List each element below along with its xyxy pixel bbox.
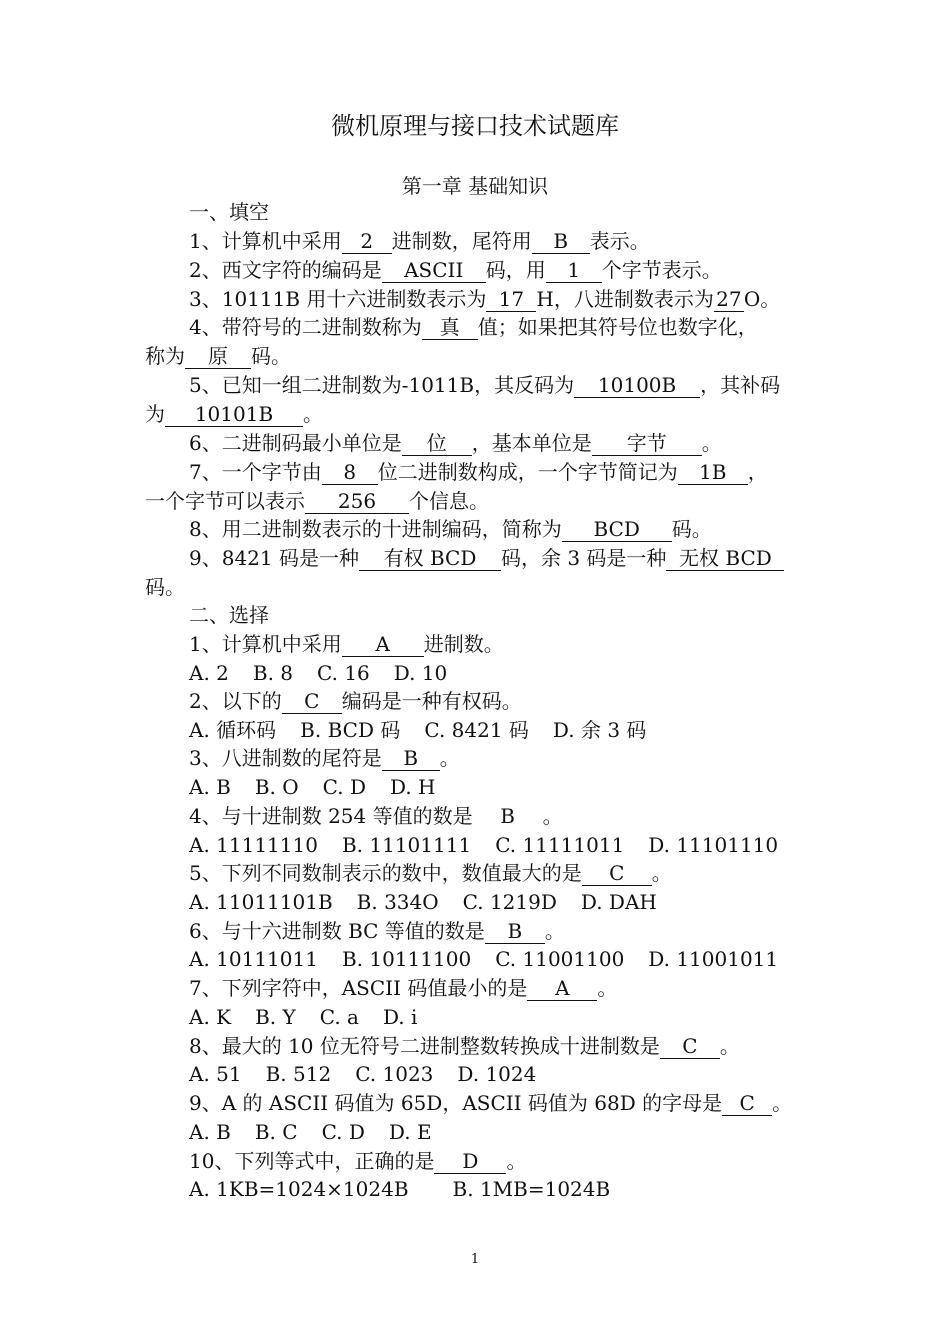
option: A. 11111110 bbox=[189, 833, 318, 857]
question-text: 1、计算机中采用 bbox=[189, 632, 342, 656]
answer-blank: C bbox=[282, 689, 342, 714]
question-text: 3、八进制数的尾符是 bbox=[189, 746, 382, 770]
question-text: 。 bbox=[439, 746, 460, 770]
option: B. 512 bbox=[265, 1062, 332, 1086]
question-text: 码，余 3 码是一种 bbox=[500, 546, 667, 570]
option: D. i bbox=[382, 1005, 418, 1029]
question-text: 进制数。 bbox=[423, 632, 504, 656]
question-text: 。 bbox=[719, 1034, 740, 1058]
question-text: 8、最大的 10 位无符号二进制整数转换成十进制数是 bbox=[189, 1034, 660, 1058]
option: C. a bbox=[319, 1005, 359, 1029]
choice-question-4 bbox=[189, 802, 563, 830]
option: B. C bbox=[254, 1120, 298, 1144]
question-text: 5、下列不同数制表示的数中，数值最大的是 bbox=[189, 861, 582, 885]
fill-question-5 bbox=[189, 371, 780, 399]
fill-question-5-cont bbox=[145, 400, 323, 428]
question-text: 。 bbox=[597, 976, 618, 1000]
question-text: 2、西文字符的编码是 bbox=[189, 258, 382, 282]
answer-blank: C bbox=[722, 1091, 772, 1116]
option: D. H bbox=[390, 775, 436, 799]
question-text: 称为 bbox=[145, 344, 185, 368]
option: A. 10111011 bbox=[189, 947, 318, 971]
choice-question-7 bbox=[189, 974, 617, 1002]
option: A. B bbox=[189, 1120, 231, 1144]
question-text: 。 bbox=[544, 919, 565, 943]
question-text: 8、用二进制数表示的十进制编码，简称为 bbox=[189, 517, 562, 541]
answer-blank: 有权 BCD bbox=[359, 546, 501, 571]
option: A. 循环码 bbox=[189, 718, 277, 742]
fill-question-3 bbox=[189, 285, 780, 313]
option: B. 334O bbox=[356, 890, 439, 914]
choice-question-6 bbox=[189, 917, 565, 945]
question-text: 位二进制数构成，一个字节简记为 bbox=[377, 460, 678, 484]
question-text: 个字节表示。 bbox=[601, 258, 722, 282]
answer-blank: 10101B bbox=[165, 402, 303, 427]
option: D. 余 3 码 bbox=[552, 718, 647, 742]
question-text: 4、与十进制数 254 等值的数是 bbox=[189, 804, 473, 828]
choice-options-1 bbox=[189, 659, 471, 687]
answer-blank: 17 bbox=[486, 287, 536, 312]
answer-blank: 无权 BCD bbox=[666, 546, 784, 571]
option: B. Y bbox=[255, 1005, 296, 1029]
fill-question-4-cont bbox=[145, 342, 291, 370]
choice-options-10 bbox=[189, 1175, 634, 1203]
question-text: 4、带符号的二进制数称为 bbox=[189, 315, 422, 339]
option: C. 11001100 bbox=[495, 947, 625, 971]
fill-question-6 bbox=[189, 429, 722, 457]
option: C. 8421 码 bbox=[424, 718, 529, 742]
answer-blank: 27 bbox=[714, 287, 744, 312]
choice-options-4 bbox=[189, 831, 802, 859]
answer-blank: B bbox=[382, 746, 440, 771]
answer-blank: A bbox=[342, 632, 424, 657]
choice-question-8 bbox=[189, 1032, 740, 1060]
option: A. 51 bbox=[189, 1062, 242, 1086]
question-text: 。 bbox=[701, 431, 722, 455]
question-text: 。 bbox=[772, 1091, 793, 1115]
question-text: ，其补码 bbox=[700, 373, 781, 397]
question-text: ，基本单位是 bbox=[471, 431, 592, 455]
question-text: 6、二进制码最小单位是 bbox=[189, 431, 402, 455]
answer-blank: A bbox=[527, 976, 597, 1001]
answer-blank: 原 bbox=[185, 344, 251, 369]
answer-blank: 1B bbox=[678, 460, 748, 485]
option: D. E bbox=[388, 1120, 432, 1144]
question-text: 码，用 bbox=[485, 258, 546, 282]
question-text: 2、以下的 bbox=[189, 689, 282, 713]
answer-blank: B bbox=[532, 229, 590, 254]
question-text: 3、10111B 用十六进制数表示为 bbox=[189, 287, 487, 311]
question-text: 9、8421 码是一种 bbox=[189, 546, 359, 570]
question-text: ， bbox=[747, 460, 768, 484]
question-text: 。 bbox=[651, 861, 672, 885]
fill-question-9 bbox=[189, 544, 784, 572]
option: C. 1219D bbox=[462, 890, 557, 914]
question-text: 。 bbox=[303, 402, 323, 426]
option: D. 1024 bbox=[457, 1062, 537, 1086]
choice-question-3 bbox=[189, 744, 460, 772]
option: B. O bbox=[254, 775, 299, 799]
question-text: 码。 bbox=[671, 517, 712, 541]
option: B. 10111100 bbox=[341, 947, 472, 971]
fill-blank-heading: 一、填空 bbox=[189, 200, 269, 224]
answer-blank: 2 bbox=[342, 229, 392, 254]
answer-blank: D bbox=[434, 1149, 506, 1174]
question-text: H，八进制数表示为 bbox=[536, 287, 714, 311]
option: A. K bbox=[189, 1005, 232, 1029]
question-text: 进制数，尾符用 bbox=[391, 229, 532, 253]
answer-blank: C bbox=[660, 1034, 720, 1059]
chapter-heading: 第一章 基础知识 bbox=[401, 174, 549, 198]
option: C. 11111011 bbox=[495, 833, 625, 857]
question-text: 码。 bbox=[251, 344, 291, 368]
option: D. DAH bbox=[580, 890, 657, 914]
question-text: O。 bbox=[743, 287, 781, 311]
answer-blank: C bbox=[582, 861, 652, 886]
choice-options-8 bbox=[189, 1060, 560, 1088]
question-text: 10、下列等式中，正确的是 bbox=[189, 1149, 435, 1173]
option: B. 8 bbox=[252, 661, 294, 685]
fill-question-7 bbox=[189, 458, 768, 486]
fill-question-9-cont bbox=[145, 573, 185, 601]
answer-blank: B bbox=[485, 919, 545, 944]
choice-options-7 bbox=[189, 1003, 441, 1031]
choice-options-2 bbox=[189, 716, 670, 744]
fill-question-7-cont bbox=[145, 487, 489, 515]
choice-question-1 bbox=[189, 630, 504, 658]
fill-question-4 bbox=[189, 313, 758, 341]
option: B. BCD 码 bbox=[300, 718, 401, 742]
option: D. 11101110 bbox=[648, 833, 779, 857]
fill-question-8 bbox=[189, 515, 712, 543]
choice-heading: 二、选择 bbox=[189, 603, 269, 627]
fill-question-2 bbox=[189, 256, 722, 284]
choice-options-3 bbox=[189, 773, 460, 801]
fill-question-1 bbox=[189, 227, 650, 255]
question-text: 5、已知一组二进制数为-1011B，其反码为 bbox=[189, 373, 575, 397]
option: B. 11101111 bbox=[341, 833, 472, 857]
question-text: 1、计算机中采用 bbox=[189, 229, 342, 253]
option: A. B bbox=[189, 775, 231, 799]
question-text: 表示。 bbox=[589, 229, 650, 253]
choice-question-10 bbox=[189, 1147, 526, 1175]
option: A. 11011101B bbox=[189, 890, 333, 914]
question-text: 7、一个字节由 bbox=[189, 460, 322, 484]
question-text: 7、下列字符中，ASCII 码值最小的是 bbox=[189, 976, 528, 1000]
question-text: 个信息。 bbox=[409, 489, 489, 513]
option: A. 1KB=1024×1024B bbox=[189, 1177, 409, 1201]
page-number: 1 bbox=[470, 1252, 480, 1267]
choice-options-9 bbox=[189, 1118, 456, 1146]
choice-question-2 bbox=[189, 687, 522, 715]
choice-options-6 bbox=[189, 945, 802, 973]
answer-blank: BCD bbox=[562, 517, 672, 542]
answer-blank: 真 bbox=[422, 315, 478, 340]
option: C. 1023 bbox=[355, 1062, 434, 1086]
option: A. 2 bbox=[189, 661, 229, 685]
question-text: 9、A 的 ASCII 码值为 65D，ASCII 码值为 68D 的字母是 bbox=[189, 1091, 723, 1115]
page-title: 微机原理与接口技术试题库 bbox=[331, 112, 619, 140]
question-text: 值；如果把其符号位也数字化， bbox=[477, 315, 758, 339]
choice-question-9 bbox=[189, 1089, 792, 1117]
answer-blank: 位 bbox=[402, 431, 472, 456]
answer-blank: B bbox=[500, 804, 515, 828]
answer-blank: 10100B bbox=[574, 373, 700, 398]
answer-blank: 1 bbox=[546, 258, 602, 283]
question-text: 6、与十六进制数 BC 等值的数是 bbox=[189, 919, 485, 943]
option: C. 16 bbox=[317, 661, 370, 685]
option: D. 11001011 bbox=[648, 947, 779, 971]
option: C. D bbox=[322, 775, 367, 799]
option: C. D bbox=[321, 1120, 365, 1144]
choice-options-5 bbox=[189, 888, 681, 916]
option: D. 10 bbox=[393, 661, 448, 685]
answer-blank: 字节 bbox=[592, 431, 702, 456]
question-text: 码。 bbox=[145, 575, 185, 599]
answer-blank: 8 bbox=[322, 460, 378, 485]
question-text: 。 bbox=[542, 804, 563, 828]
question-text: 。 bbox=[506, 1149, 527, 1173]
answer-blank: ASCII bbox=[382, 258, 486, 283]
option: B. 1MB=1024B bbox=[452, 1177, 611, 1201]
answer-blank: 256 bbox=[305, 489, 409, 514]
question-text: 为 bbox=[145, 402, 165, 426]
choice-question-5 bbox=[189, 859, 672, 887]
question-text: 一个字节可以表示 bbox=[145, 489, 305, 513]
question-text: 编码是一种有权码。 bbox=[341, 689, 522, 713]
